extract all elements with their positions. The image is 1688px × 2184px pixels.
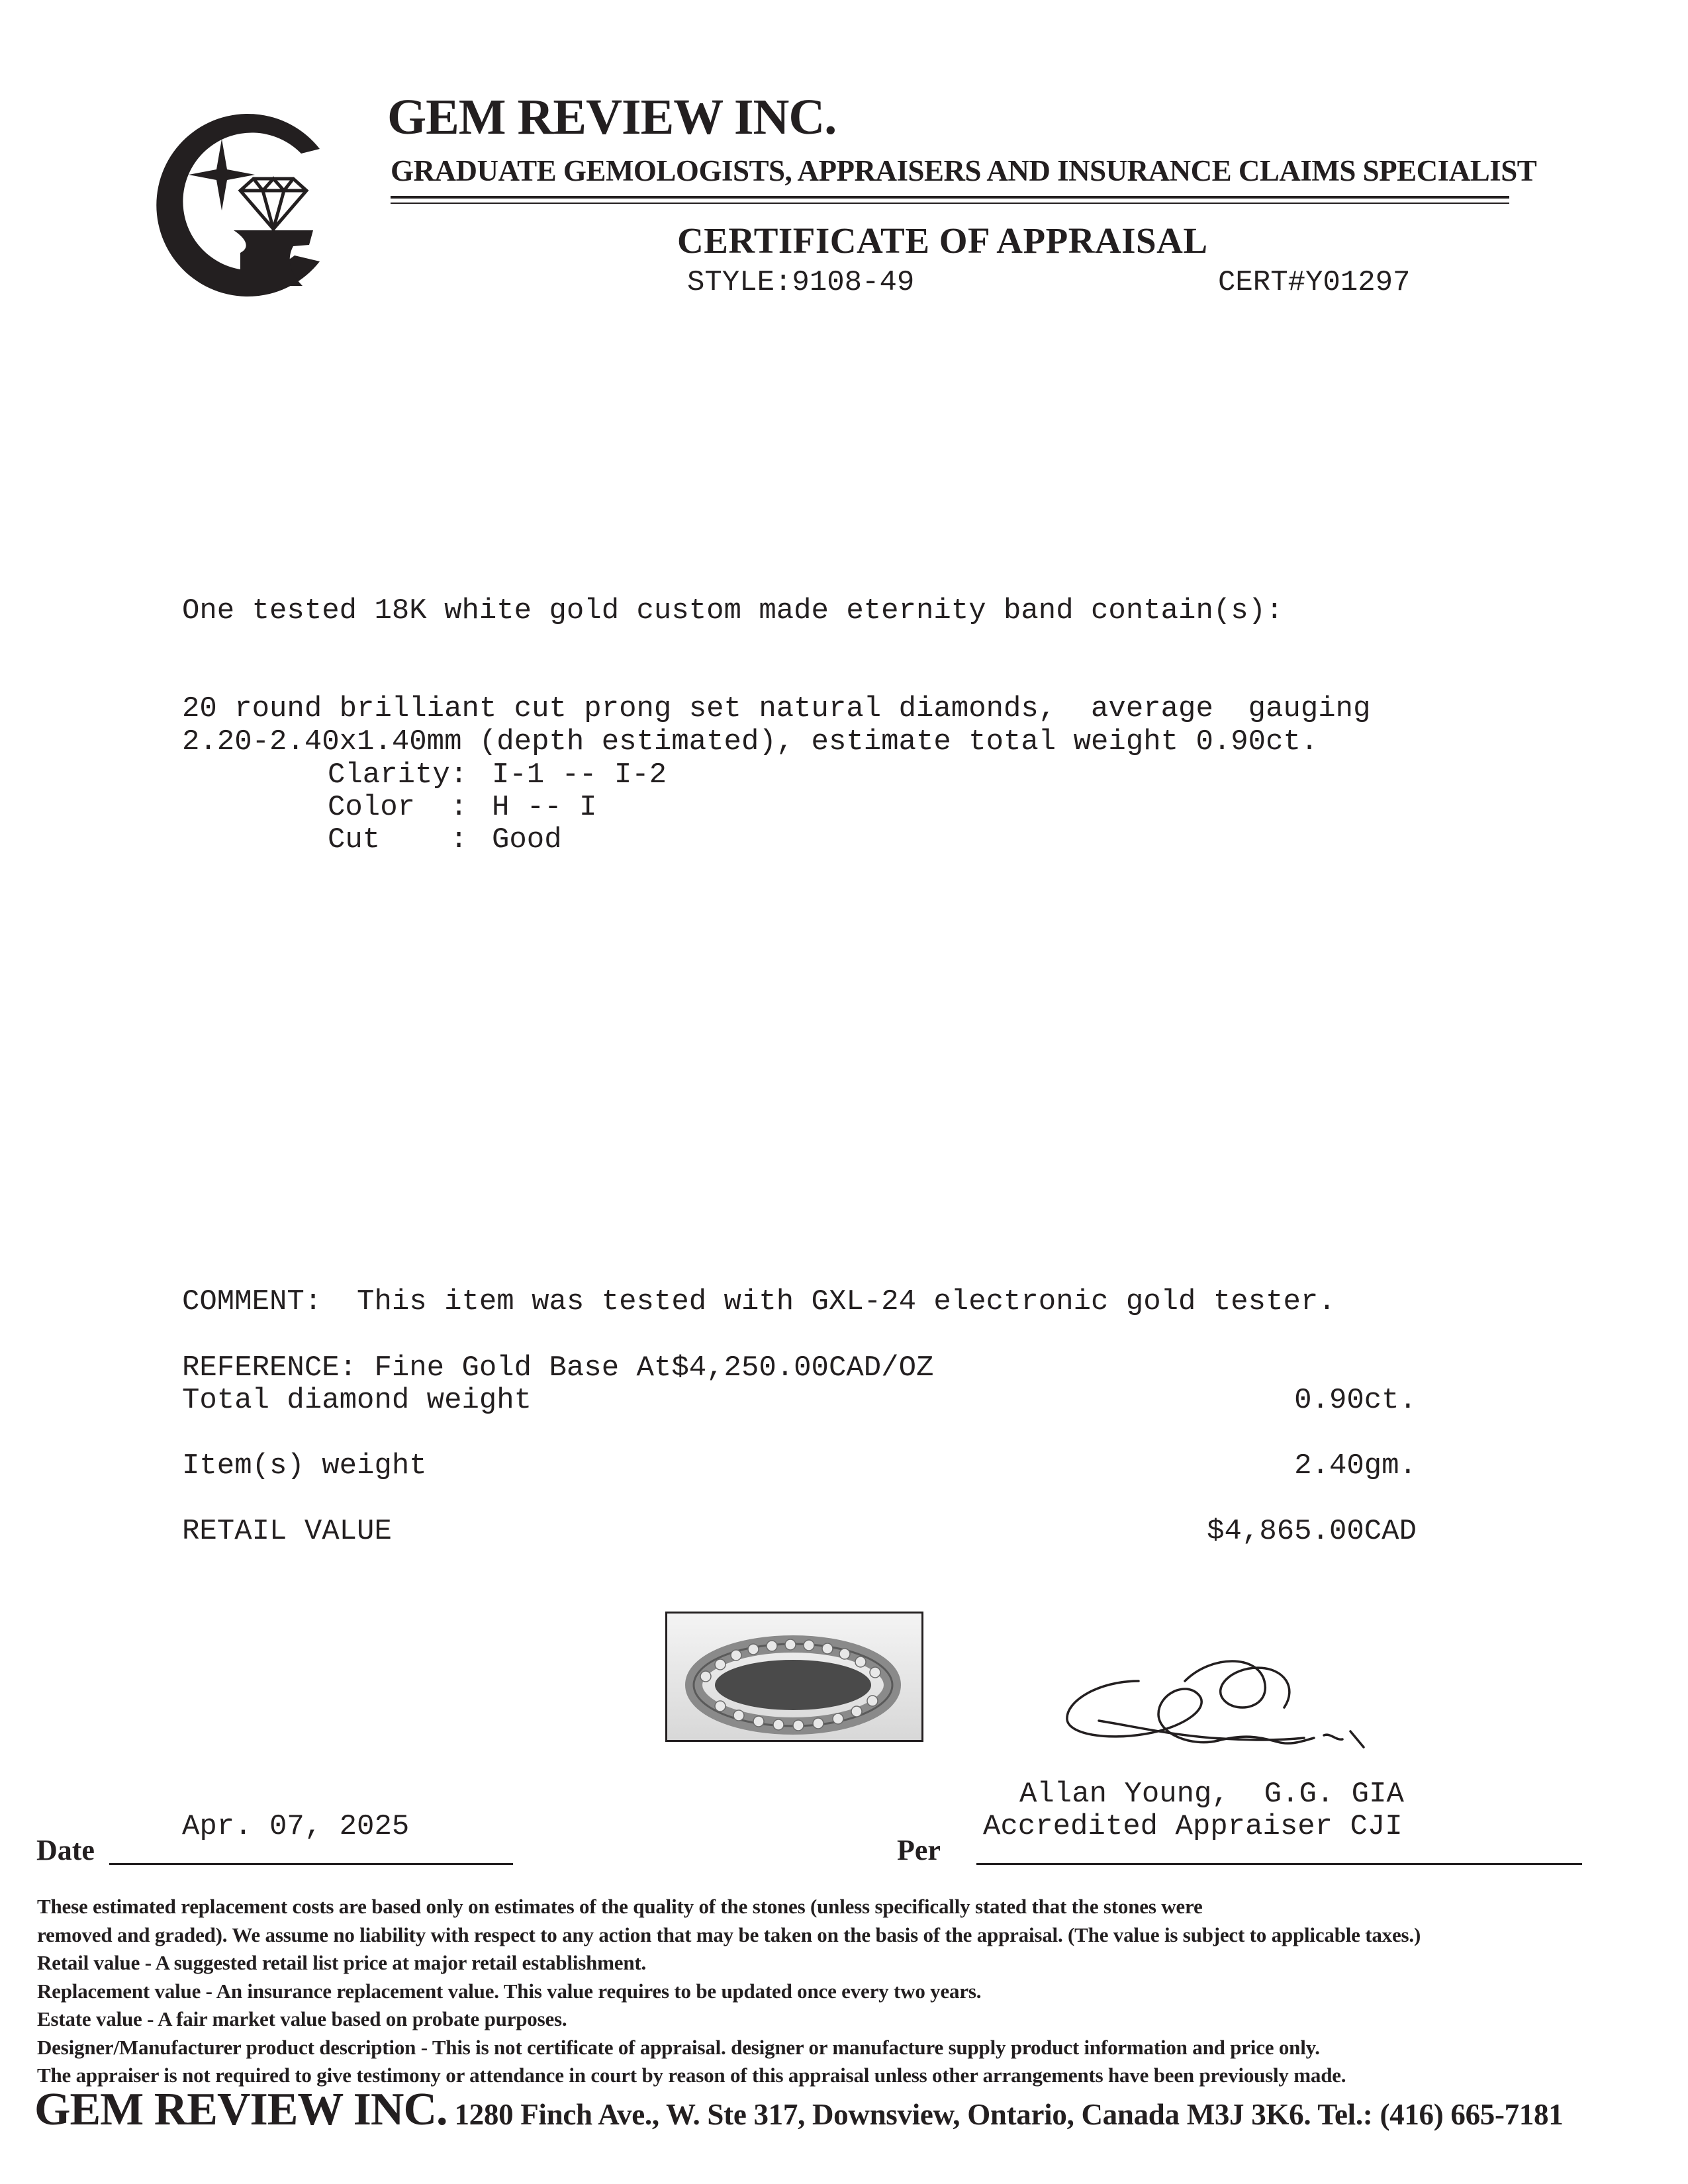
summary-value-retail-value: $4,865.00CAD [1207, 1515, 1417, 1548]
company-tagline: GRADUATE GEMOLOGISTS, APPRAISERS AND INSURANCE CLAIMS SPECIALIST [391, 154, 1537, 187]
summary-label-diamond-weight: Total diamond weight [182, 1384, 532, 1417]
summary-value-item-weight: 2.40gm. [1294, 1449, 1417, 1482]
grade-color-value: H -- I [492, 791, 597, 824]
disclaimer-line: Estate value - A fair market value based on probate purposes. [37, 2007, 567, 2030]
grade-cut-label: Cut : [328, 823, 468, 856]
item-intro: One tested 18K white gold custom made eternity band contain(s): [182, 594, 1284, 627]
summary-label-item-weight: Item(s) weight [182, 1449, 427, 1482]
per-label: Per [897, 1834, 941, 1866]
grade-cut-value: Good [492, 823, 562, 856]
appraiser-name: Allan Young, G.G. GIA [1019, 1778, 1404, 1811]
per-underline [976, 1863, 1582, 1865]
grade-clarity-label: Clarity: [328, 758, 468, 792]
appraisal-date: Apr. 07, 2025 [182, 1810, 410, 1843]
company-name: GEM REVIEW INC. [387, 89, 837, 145]
disclaimer-line: Retail value - A suggested retail list price at major retail establishment. [37, 1951, 647, 1974]
summary-value-diamond-weight: 0.90ct. [1294, 1384, 1417, 1417]
grade-clarity-value: I-1 -- I-2 [492, 758, 667, 792]
date-underline [109, 1863, 513, 1865]
date-label: Date [36, 1834, 95, 1866]
appraiser-signature [1059, 1641, 1377, 1767]
disclaimer [37, 1893, 1659, 2090]
summary-label-retail-value: RETAIL VALUE [182, 1515, 392, 1548]
disclaimer-line: Designer/Manufacturer product description - This is not certificate of appraisal. designer or manufacture supply product information and price only. [37, 2035, 1320, 2059]
disclaimer-line: removed and graded). We assume no liability with respect to any action that may be taken on the basis of the appraisal. (The value is subject to applicable taxes.) [37, 1923, 1421, 1946]
grade-color-label: Color : [328, 791, 468, 824]
header-rule-thin [391, 203, 1509, 204]
disclaimer-line: Replacement value - An insurance replacement value. This value requires to be updated once every two years. [37, 1979, 982, 2003]
style-number: STYLE:9108-49 [687, 266, 915, 299]
ring-photo [665, 1612, 923, 1742]
footer [34, 2083, 1563, 2136]
header-rule [391, 196, 1509, 199]
footer-company-name: GEM REVIEW INC. [34, 2084, 447, 2135]
company-logo [136, 99, 334, 304]
stones-description-line1: 20 round brilliant cut prong set natural diamonds, average gauging [182, 692, 1371, 725]
document-title: CERTIFICATE OF APPRAISAL [677, 220, 1208, 261]
disclaimer-line: These estimated replacement costs are based only on estimates of the quality of the stones (unless specifically stated that the stones were [37, 1895, 1203, 1918]
cert-number: CERT#Y01297 [1218, 266, 1411, 299]
reference-gold-base: REFERENCE: Fine Gold Base At$4,250.00CAD/OZ [182, 1351, 934, 1385]
comment: COMMENT: This item was tested with GXL-24 electronic gold tester. [182, 1285, 1336, 1318]
disclaimer-line: The appraiser is not required to give testimony or attendance in court by reason of this appraisal unless other arrangements have been previously made. [37, 2064, 1346, 2087]
stones-description-line2: 2.20-2.40x1.40mm (depth estimated), estimate total weight 0.90ct. [182, 725, 1319, 758]
footer-address: 1280 Finch Ave., W. Ste 317, Downsview, Ontario, Canada M3J 3K6. Tel.: (416) 665-7181 [447, 2098, 1564, 2131]
appraiser-credential: Accredited Appraiser CJI [983, 1810, 1403, 1843]
